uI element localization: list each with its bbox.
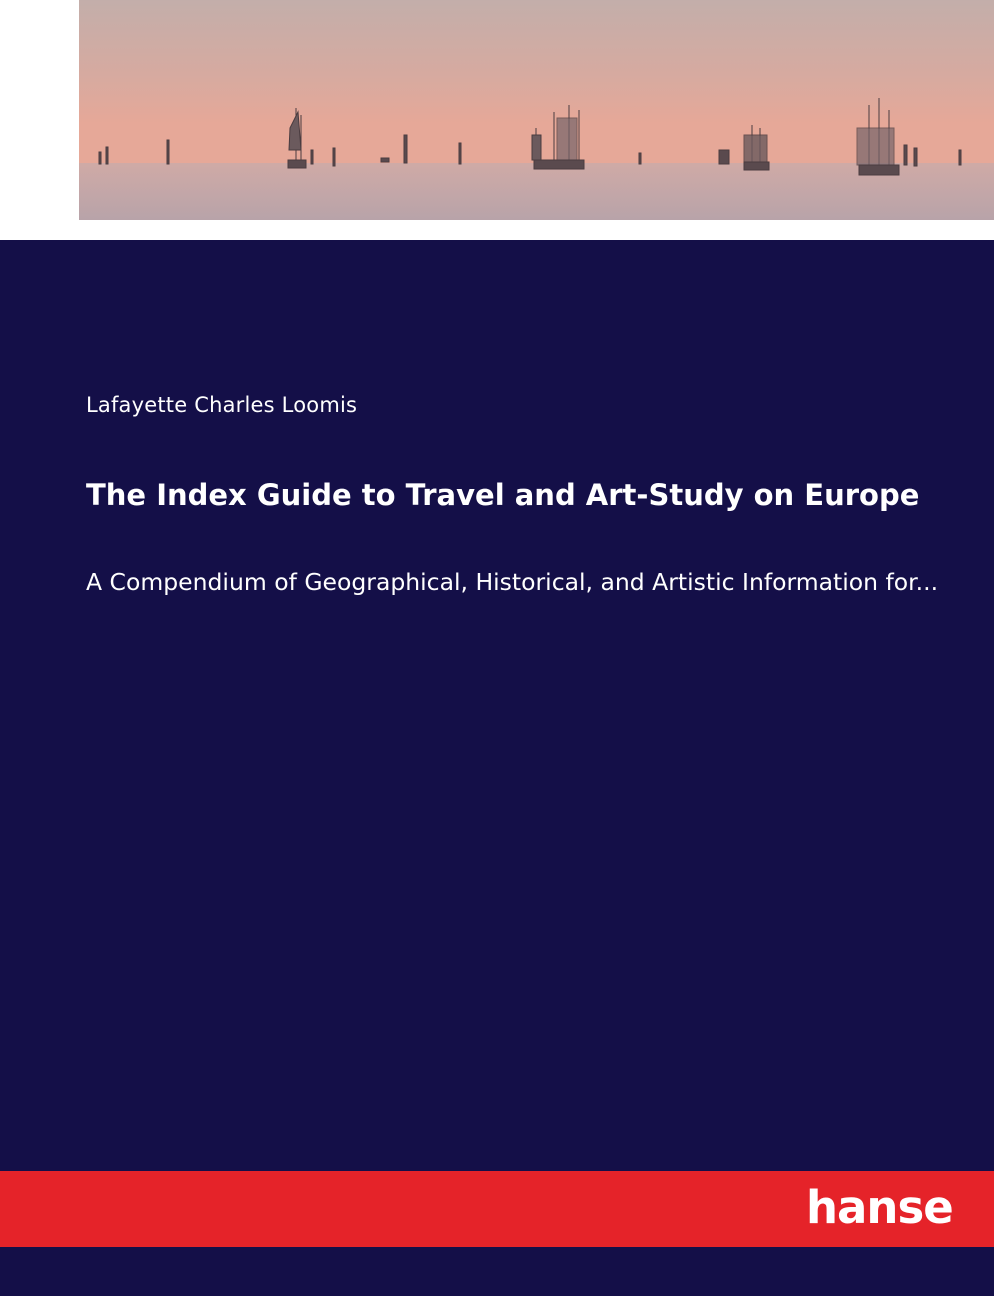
publisher-logo-hanse: hanse <box>806 1181 953 1234</box>
book-subtitle: A Compendium of Geographical, Historical, and Artistic Information for... <box>86 568 939 596</box>
book-author: Lafayette Charles Loomis <box>86 393 358 417</box>
book-title: The Index Guide to Travel and Art-Study on Europe <box>86 478 920 512</box>
cover-photo-tall-ships-at-sunset <box>79 0 994 220</box>
